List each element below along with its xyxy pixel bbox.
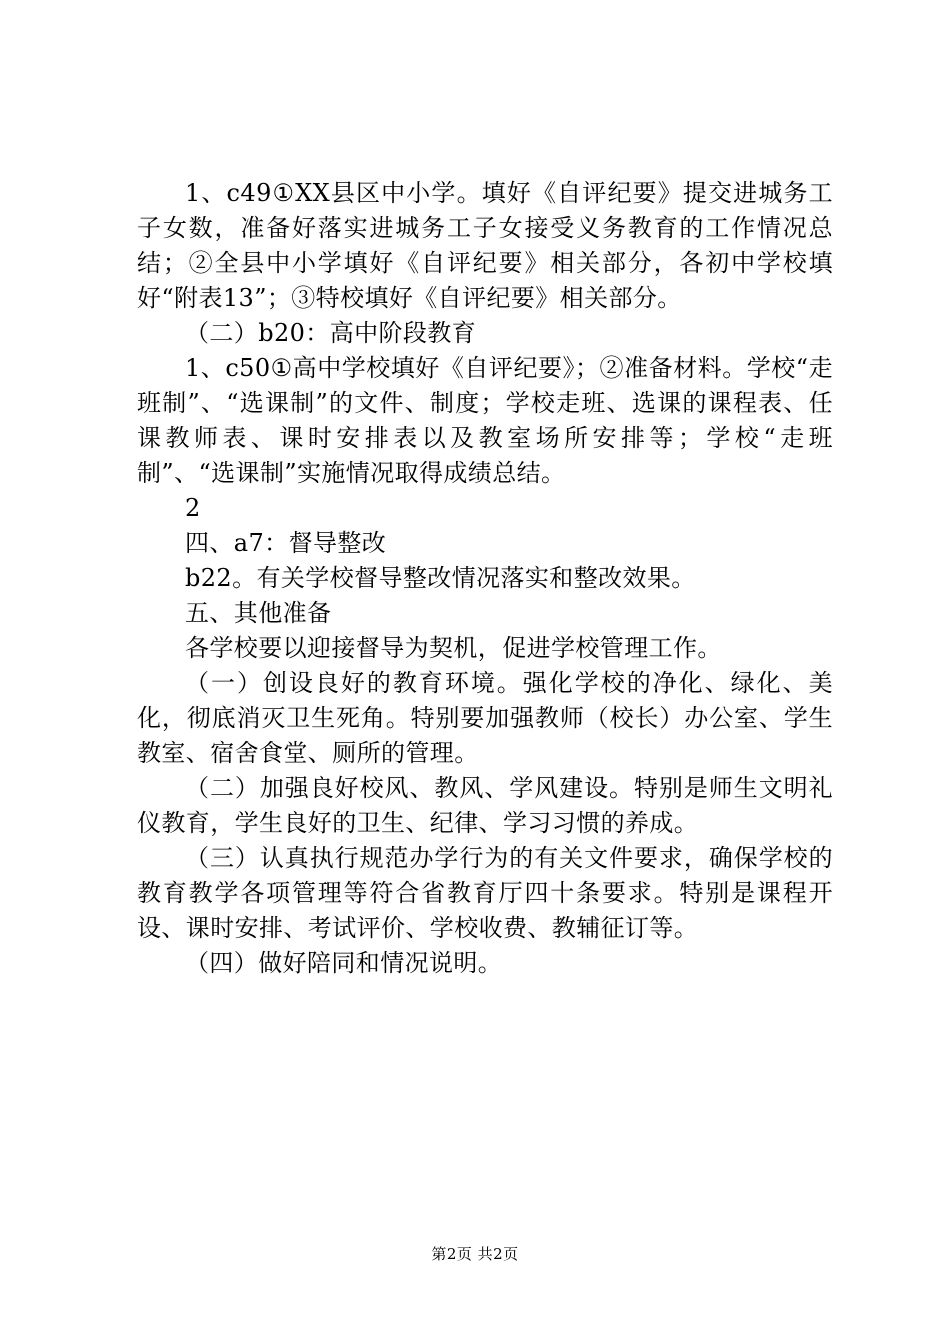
paragraph-b22: b22。有关学校督导整改情况落实和整改效果。: [185, 564, 696, 592]
paragraph-number-2: 2: [185, 494, 201, 522]
paragraph-c50: 1、c50①高中学校填好《自评纪要》；②准备材料。学校“走班制”、“选课制”的文件、制度；学校走班、选课的课程表、任课教师表、课时安排表以及教室场所安排等；学校“走班制”、“选课制”实施情况取得成绩总结。: [137, 354, 833, 487]
paragraph-item-4-accompany: （四）做好陪同和情况说明。: [185, 949, 503, 977]
paragraph-schools-intro: 各学校要以迎接督导为契机，促进学校管理工作。: [185, 634, 722, 662]
heading-a7-supervision-rectification: 四、a7：督导整改: [185, 529, 387, 557]
document-body: [137, 176, 833, 981]
heading-b20-high-school: （二）b20：高中阶段教育: [185, 319, 477, 347]
page-number-footer: 第2页 共2页: [431, 1245, 519, 1263]
heading-other-preparation: 五、其他准备: [185, 599, 332, 627]
paragraph-c49: 1、c49①XX县区中小学。填好《自评纪要》提交进城务工子女数，准备好落实进城务工子女接受义务教育的工作情况总结；②全县中小学填好《自评纪要》相关部分，各初中学校填好“附表13”；③特校填好《自评纪要》相关部分。: [137, 179, 833, 312]
paragraph-item-1-environment: （一）创设良好的教育环境。强化学校的净化、绿化、美化，彻底消灭卫生死角。特别要加强教师（校长）办公室、学生教室、宿舍食堂、厕所的管理。: [137, 669, 833, 767]
paragraph-item-2-school-spirit: （二）加强良好校风、教风、学风建设。特别是师生文明礼仪教育，学生良好的卫生、纪律、学习习惯的养成。: [137, 774, 833, 837]
paragraph-item-3-regulations: （三）认真执行规范办学行为的有关文件要求，确保学校的教育教学各项管理等符合省教育厅四十条要求。特别是课程开设、课时安排、考试评价、学校收费、教辅征订等。: [137, 844, 833, 942]
